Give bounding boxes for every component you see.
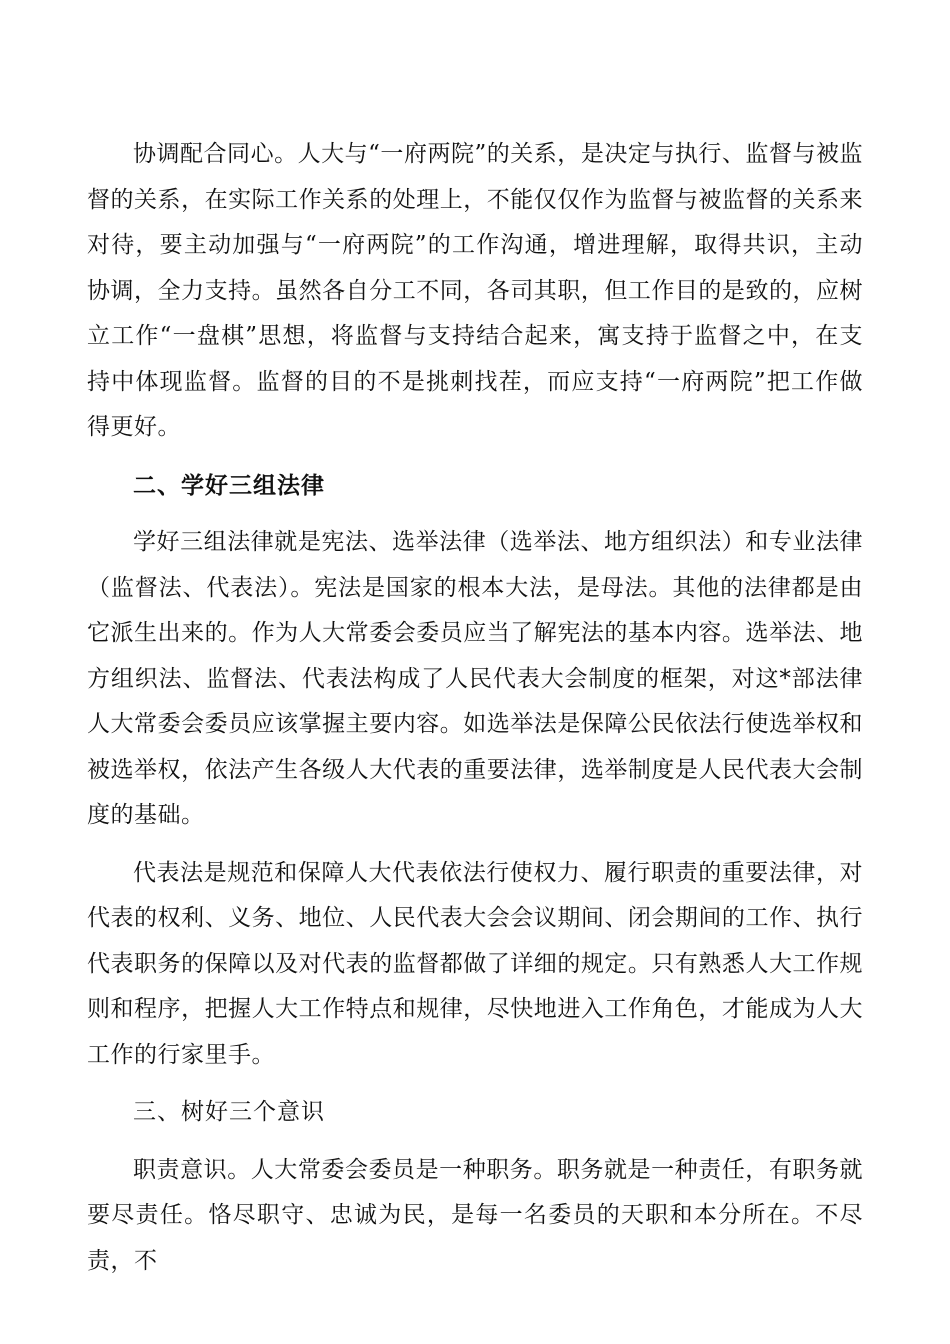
paragraph-gap bbox=[87, 508, 863, 520]
paragraph-responsibility: 职责意识。人大常委会委员是一种职务。职务就是一种责任，有职务就要尽责任。恪尽职守、忠诚为民，是每一名委员的天职和本分所在。不尽责，不 bbox=[87, 1156, 863, 1274]
paragraph-representative-law: 代表法是规范和保障人大代表依法行使权力、履行职责的重要法律，对代表的权利、义务、地位、人民代表大会会议期间、闭会期间的工作、执行代表职务的保障以及对代表的监督都做了详细的规定。只有熟悉人大工作规则和程序，把握人大工作特点和规律，尽快地进入工作角色，才能成为人大工作的行家里手。 bbox=[87, 859, 863, 1068]
document-body bbox=[87, 132, 863, 1284]
section-heading-awareness: 三、树好三个意识 bbox=[133, 1099, 325, 1125]
paragraph-gap bbox=[87, 1136, 863, 1148]
paragraph-three-laws: 学好三组法律就是宪法、选举法律（选举法、地方组织法）和专业法律（监督法、代表法）。宪法是国家的根本大法，是母法。其他的法律都是由它派生出来的。作为人大常委会委员应当了解宪法的基本内容。选举法、地方组织法、监督法、代表法构成了人民代表大会制度的框架，对这*部法律人大常委会委员应该掌握主要内容。如选举法是保障公民依法行使选举权和被选举权，依法产生各级人大代表的重要法律，选举制度是人民代表大会制度的基础。 bbox=[87, 529, 863, 828]
section-heading-laws: 二、学好三组法律 bbox=[133, 471, 325, 499]
paragraph-gap bbox=[87, 451, 863, 463]
paragraph-gap bbox=[87, 1078, 863, 1090]
paragraph-coordination: 协调配合同心。人大与“一府两院”的关系，是决定与执行、监督与被监督的关系，在实际工作关系的处理上，不能仅仅作为监督与被监督的关系来对待，要主动加强与“一府两院”的工作沟通，增进理解，取得共识，主动协调，全力支持。虽然各自分工不同，各司其职，但工作目的是致的，应树立工作“一盘棋”思想，将监督与支持结合起来，寓支持于监督之中，在支持中体现监督。监督的目的不是挑刺找茬，而应支持“一府两院”把工作做得更好。 bbox=[87, 141, 863, 440]
paragraph-gap bbox=[87, 839, 863, 851]
